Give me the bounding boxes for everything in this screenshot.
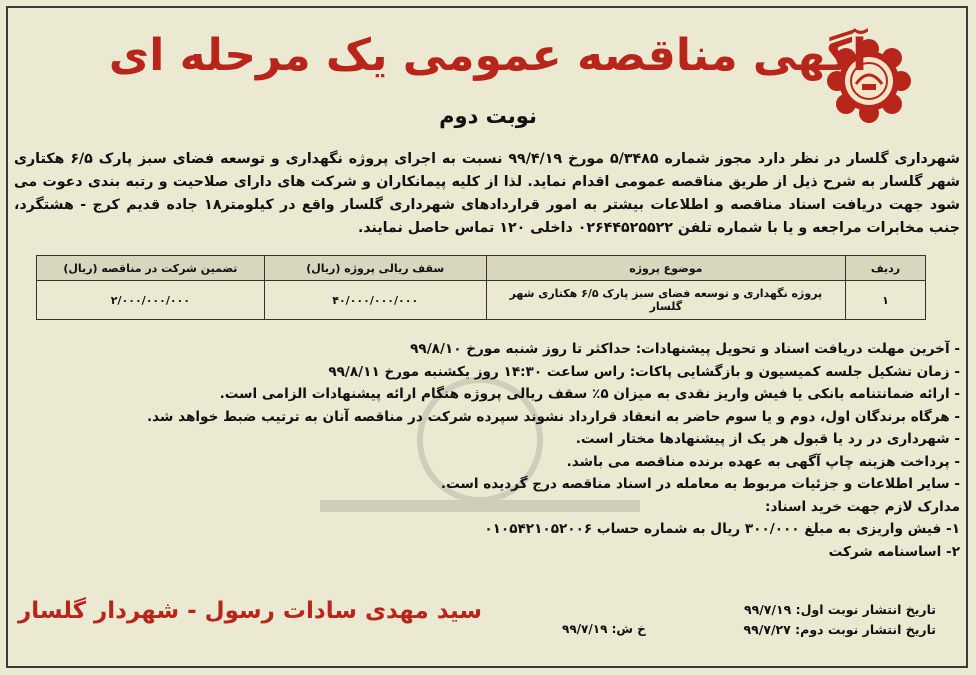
- mayor-signature: سید مهدی سادات رسول - شهردار گلسار: [18, 598, 483, 624]
- condition-item: - سایر اطلاعات و جزئیات مربوط به معامله در اسناد مناقصه درج گردیده است.: [440, 476, 960, 492]
- page-title: آگهی مناقصه عمومی یک مرحله ای: [108, 30, 868, 81]
- publication-second: تاریخ انتشار نوبت دوم: ۹۹/۷/۲۷: [743, 622, 936, 637]
- cell-row-number: ۱: [846, 281, 926, 320]
- publication-dates: [596, 600, 936, 640]
- condition-item: - پرداخت هزینه چاپ آگهی به عهده برنده مناقصه می باشد.: [566, 453, 960, 470]
- condition-item: - زمان تشکیل جلسه کمیسیون و بازگشایی پاکات: راس ساعت ۱۴:۳۰ روز یکشنبه مورخ ۹۹/۸/۱۱: [328, 363, 960, 380]
- condition-item: - ارائه ضمانتنامه بانکی یا فیش واریز نقدی به میزان ۵٪ سقف ریالی پروژه هنگام ارائه پیشنهادات الزامی است.: [219, 386, 960, 402]
- col-header-row-number: ردیف: [846, 256, 926, 281]
- intro-paragraph: شهرداری گلسار در نظر دارد مجوز شماره ۵/۳۴۸۵ مورخ ۹۹/۴/۱۹ نسبت به اجرای پروژه نگهداری و توسعه فضای سبز پارک ۶/۵ هکتاری شهر گلسار به شرح ذیل از طریق مناقصه عمومی اقدام نماید. لذا از کلیه پیمانکاران و شرکت های دارای صلاحیت و رتبه بندی دعوت می شود جهت دریافت اسناد مناقصه و اطلاعات بیشتر به امور قراردادهای شهرداری گلسار واقع در کیلومتر۱۸ جاده قدیم کرج - هشتگرد، جنب مخابرات مراجعه و یا با شماره تلفن ۰۲۶۴۴۵۲۵۵۲۲ داخلی ۱۲۰ تماس حاصل نمایند.: [14, 151, 960, 236]
- cell-subject: پروژه نگهداری و توسعه فضای سبز پارک ۶/۵ هکتاری شهر گلسار: [486, 281, 845, 320]
- documents-heading: مدارک لازم جهت خرید اسناد:: [765, 498, 960, 515]
- document-item: ۲- اساسنامه شرکت: [828, 543, 960, 560]
- condition-item: - شهرداری در رد یا قبول هر یک از پیشنهادها مختار است.: [575, 431, 960, 447]
- col-header-subject: موضوع پروژه: [486, 256, 845, 281]
- table-header-row: [37, 256, 926, 281]
- page-subtitle: نوبت دوم: [439, 104, 537, 128]
- project-table: [36, 255, 926, 320]
- col-header-ceiling: سقف ریالی پروژه (ریال): [264, 256, 486, 281]
- condition-item: - هرگاه برندگان اول، دوم و یا سوم حاضر به انعقاد قرارداد نشوند سپرده شرکت در مناقصه آنان به ترتیب ضبط خواهد شد.: [147, 408, 960, 425]
- document-item: ۱- فیش واریزی به مبلغ ۳۰۰/۰۰۰ ریال به شماره حساب ۰۱۰۵۴۲۱۰۵۲۰۰۶: [484, 521, 960, 537]
- col-header-guarantee: تضمین شرکت در مناقصه (ریال): [37, 256, 265, 281]
- conditions-list: [14, 338, 960, 563]
- cell-guarantee: ۲/۰۰۰/۰۰۰/۰۰۰: [37, 281, 265, 320]
- publication-code: خ ش: ۹۹/۷/۱۹: [562, 622, 646, 636]
- table-row: [37, 281, 926, 320]
- publication-first: تاریخ انتشار نوبت اول: ۹۹/۷/۱۹: [743, 602, 936, 617]
- condition-item: - آخرین مهلت دریافت اسناد و تحویل پیشنهادات: حداکثر تا روز شنبه مورخ ۹۹/۸/۱۰: [410, 341, 960, 357]
- cell-ceiling: ۴۰/۰۰۰/۰۰۰/۰۰۰: [264, 281, 486, 320]
